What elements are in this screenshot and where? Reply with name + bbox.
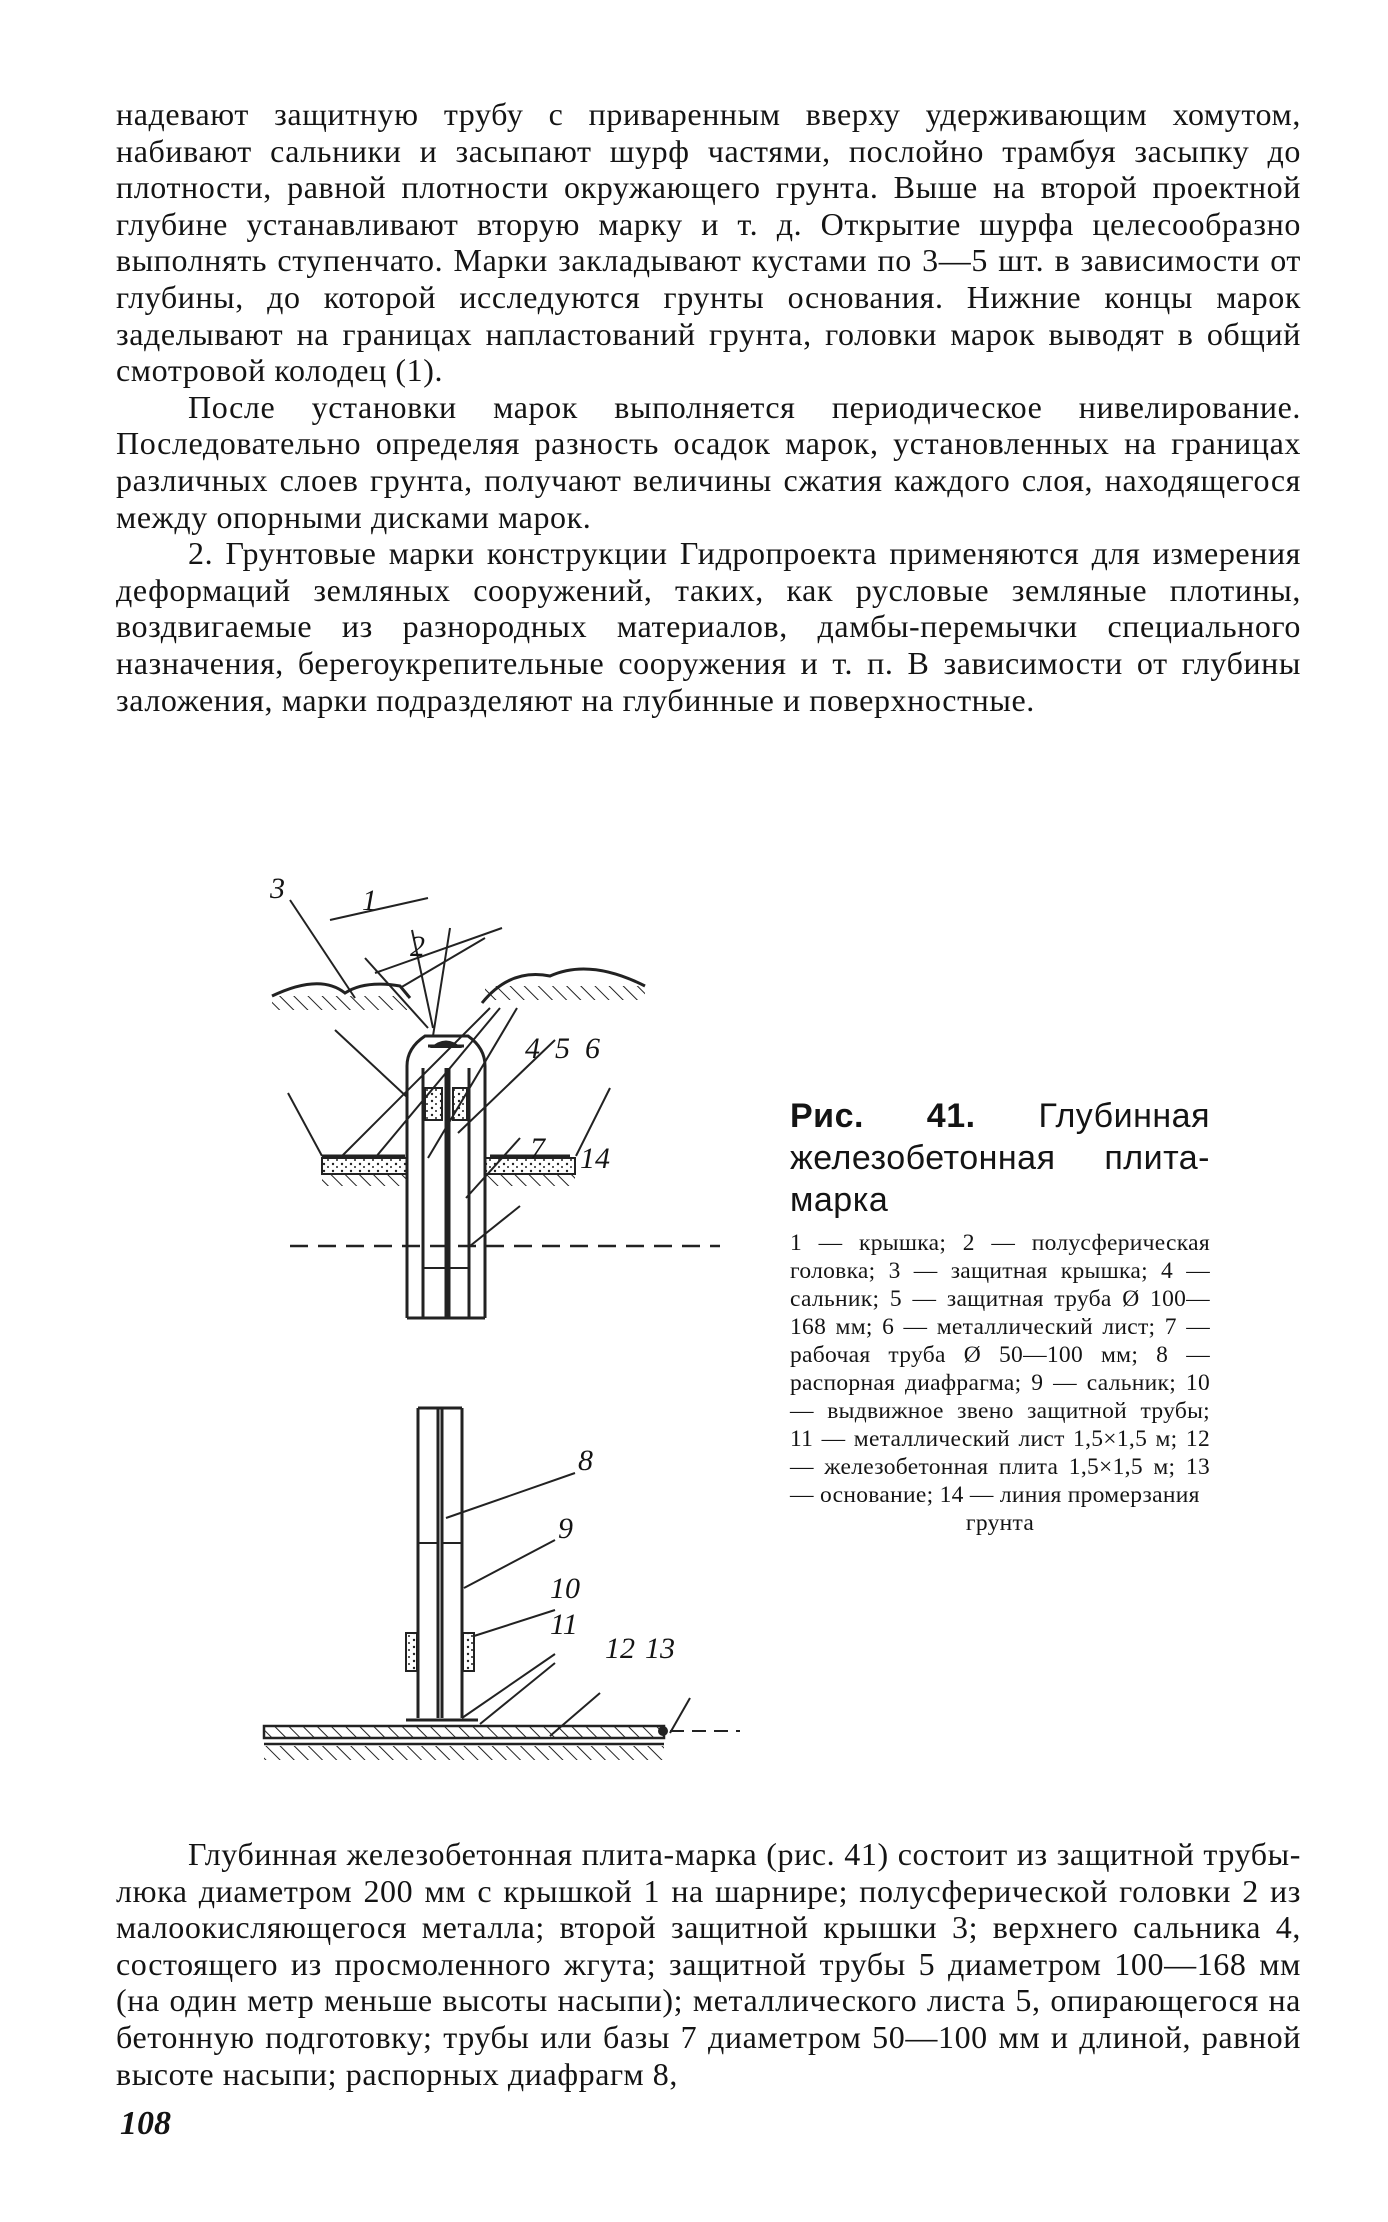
label-11: 11 [550, 1608, 578, 1641]
text-block-bottom [116, 1836, 1301, 2092]
leader-lines [290, 898, 690, 1736]
concrete-slab [264, 1726, 740, 1760]
paragraph-3: 2. Грунтовые марки конструкции Гидропроекта применяются для измерения деформаций земляных сооружений, таких, как русловые земляные плотины, воздвигаемые из разнородных материалов, дамбы-перемычки специального назначения, берегоукрепительные сооружения и т. п. В зависимости от глубины заложения, марки подразделяют на глубинные и поверхностные. [116, 535, 1301, 718]
label-6: 6 [585, 1032, 600, 1065]
paragraph-2: После установки марок выполняется периодическое нивелирование. Последовательно определяя разность осадок марок, установленных на границах различных слоев грунта, получают величины сжатия каждого слоя, находящегося между опорными дисками марок. [116, 388, 1301, 535]
label-3: 3 [270, 872, 285, 905]
legend-text: 1 — крышка; 2 — полусферическая головка; 3 — защитная крышка; 4 — сальник; 5 — защитная труба Ø 100—168 мм; 6 — металлический лист; 7 — рабочая труба Ø 50—100 мм; 8 — распорная диафрагма; 9 — сальник; 10 — выдвижное звено защитной трубы; 11 — металлический лист 1,5×1,5 м; 12 — железобетонная плита 1,5×1,5 м; 13 — основание; 14 — линия промерзания [790, 1230, 1210, 1508]
paragraph-4: Глубинная железобетонная плита-марка (рис. 41) состоит из защитной трубы-люка диаметром 200 мм с крышкой 1 на шарнире; полусферической головки 2 из малоокисляющегося металла; второй защитной крышки 3; верхнего сальника 4, состоящего из просмоленного жгута; защитной трубы 5 диаметром 100—168 мм (на один метр меньше высоты насыпи); металлического листа 5, опирающегося на бетонную подготовку; трубы или базы 7 диаметром 50—100 мм и длиной, равной высоте насыпи; распорных диафрагм 8, [116, 1836, 1301, 2092]
label-4: 4 [525, 1032, 540, 1065]
page-number: 108 [120, 2105, 171, 2142]
label-13: 13 [645, 1632, 675, 1665]
label-5: 5 [555, 1032, 570, 1065]
caption-title [790, 1095, 1210, 1221]
caption-legend [790, 1229, 1210, 1537]
label-14: 14 [580, 1142, 610, 1175]
label-12: 12 [605, 1632, 635, 1665]
label-1: 1 [362, 884, 377, 917]
legend-last-line: грунта [965, 1510, 1035, 1536]
label-10: 10 [550, 1572, 580, 1605]
label-9: 9 [558, 1512, 573, 1545]
caption-title-text: Глубинная железобетонная плита-марка [790, 1097, 1210, 1219]
text-block-top [116, 96, 1301, 718]
label-7: 7 [530, 1132, 545, 1165]
figure-caption [790, 1095, 1210, 1537]
label-2: 2 [410, 930, 425, 963]
ground-surface [272, 969, 645, 1010]
paragraph-1: надевают защитную трубу с приваренным вверху удерживающим хомутом, набивают сальники и засыпают шурф частями, послойно трамбуя засыпку до плотности, равной плотности окружающего грунта. Выше на второй проектной глубине устанавливают вторую марку и т. д. Открытие шурфа целесообразно выполнять ступенчато. Марки закладывают кустами по 3—5 шт. в зависимости от глубины, до которой исследуются грунты основания. Нижние концы марок заделывают на границах напластований грунта, головки марок выводят в общий смотровой колодец (1). [116, 96, 1301, 389]
caption-number: Рис. 41. [790, 1097, 976, 1135]
label-8: 8 [578, 1444, 593, 1477]
lower-pipe [406, 1408, 478, 1720]
figure-41-diagram [250, 868, 760, 1768]
